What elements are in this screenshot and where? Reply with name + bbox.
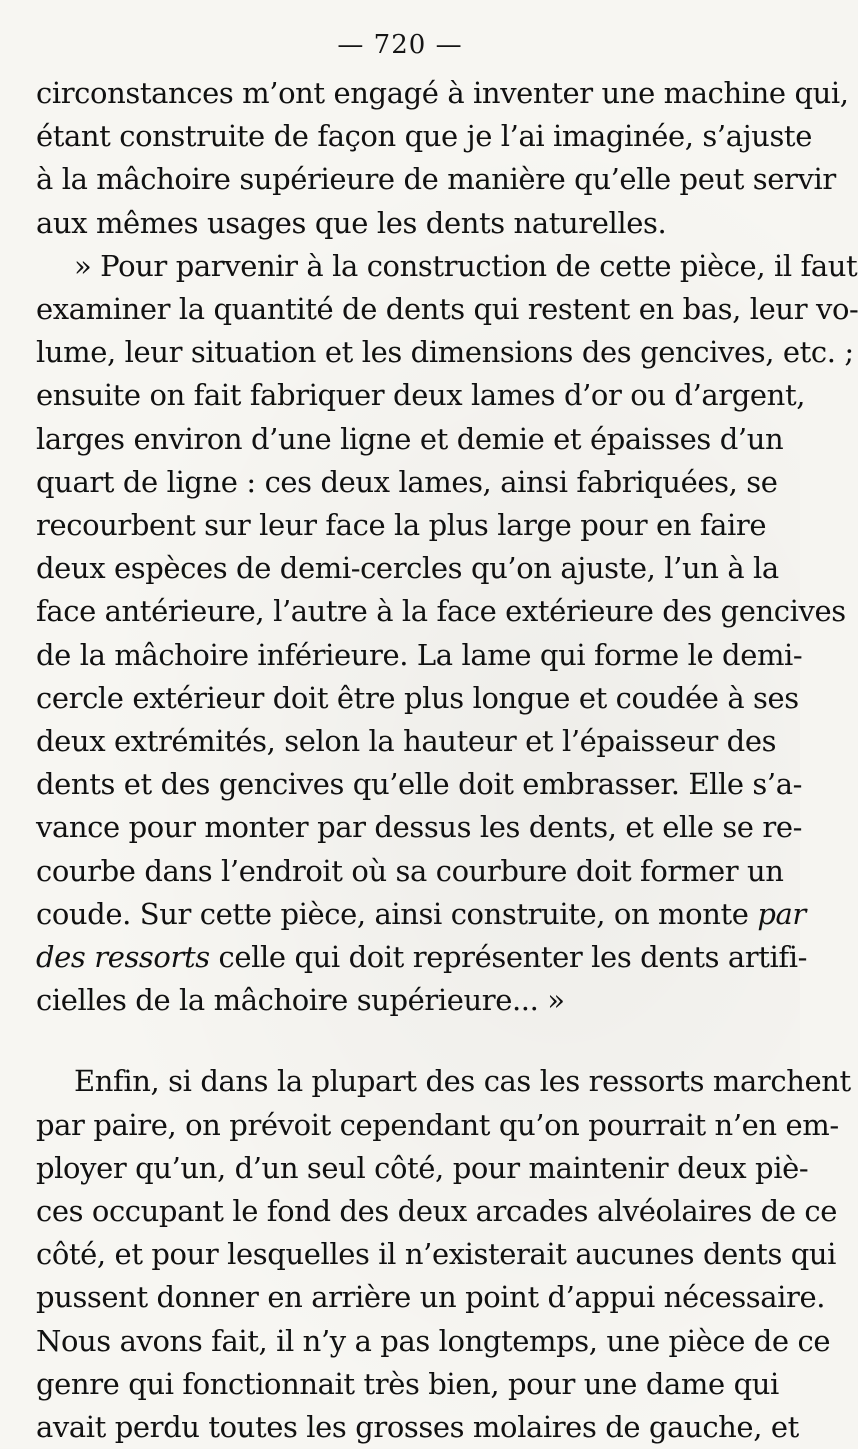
text-line: larges environ d’une ligne et demie et épaisses d’un — [36, 421, 784, 456]
text-line: ployer qu’un, d’un seul côté, pour maintenir deux piè- — [36, 1150, 809, 1185]
text-line: examiner la quantité de dents qui restent en bas, leur vo- — [36, 292, 858, 327]
text-line: aux mêmes usages que les dents naturelles. — [36, 205, 667, 240]
text-line: quart de ligne : ces deux lames, ainsi fabriquées, se — [36, 464, 778, 499]
text-line: courbe dans l’endroit où sa courbure doit former un — [36, 853, 784, 888]
text-line: dents et des gencives qu’elle doit embrasser. Elle s’a- — [36, 767, 803, 802]
text-line: étant construite de façon que je l’ai imaginée, s’ajuste — [36, 119, 812, 154]
text-line: pussent donner en arrière un point d’appui nécessaire. — [36, 1280, 826, 1315]
text-line-with-italic — [36, 936, 807, 979]
paragraph-1 — [36, 72, 849, 245]
text-line: par paire, on prévoit cependant qu’on pourrait n’en em- — [36, 1107, 839, 1142]
paragraph-2 — [36, 245, 858, 1023]
text-line: circonstances m’ont engagé à inventer une machine qui, — [36, 76, 849, 110]
text-segment: coude. Sur cette pièce, ainsi construite, on monte — [36, 896, 749, 931]
page-number: — 720 — — [337, 30, 463, 60]
text-line: genre qui fonctionnait très bien, pour une dame qui — [36, 1366, 779, 1401]
text-line-with-italic — [36, 893, 806, 936]
paragraph-3 — [36, 1060, 851, 1449]
italic-phrase: des ressorts — [36, 940, 210, 975]
text-line: cercle extérieur doit être plus longue et coudée à ses — [36, 680, 799, 715]
paragraph-gap — [36, 1022, 758, 1060]
text-line: vance pour monter par dessus les dents, et elle se re- — [36, 810, 803, 845]
text-line: lume, leur situation et les dimensions des gencives, etc. ; — [36, 335, 854, 370]
text-line: recourbent sur leur face la plus large pour en faire — [36, 508, 767, 543]
text-segment: celle qui doit représenter les dents artifi- — [218, 940, 807, 975]
text-line: Nous avons fait, il n’y a pas longtemps, une pièce de ce — [36, 1323, 831, 1358]
text-line: avait perdu toutes les grosses molaires de gauche, et — [36, 1410, 799, 1445]
text-line: cielles de la mâchoire supérieure... » — [36, 983, 565, 1018]
text-line: Enfin, si dans la plupart des cas les ressorts marchent — [74, 1064, 851, 1099]
text-line: face antérieure, l’autre à la face extérieure des gencives — [36, 594, 846, 629]
text-line: deux extrémités, selon la hauteur et l’épaisseur des — [36, 724, 777, 759]
text-line: ensuite on fait fabriquer deux lames d’or ou d’argent, — [36, 378, 806, 413]
body-text — [36, 72, 858, 1449]
text-line: de la mâchoire inférieure. La lame qui forme le demi- — [36, 637, 803, 672]
text-line: deux espèces de demi-cercles qu’on ajuste, l’un à la — [36, 551, 779, 586]
text-line: » Pour parvenir à la construction de cette pièce, il faut — [74, 248, 858, 283]
text-line: ces occupant le fond des deux arcades alvéolaires de ce — [36, 1194, 838, 1229]
text-line: côté, et pour lesquelles il n’existerait aucunes dents qui — [36, 1237, 837, 1272]
text-line: à la mâchoire supérieure de manière qu’elle peut servir — [36, 162, 836, 197]
italic-word: par — [757, 896, 806, 931]
